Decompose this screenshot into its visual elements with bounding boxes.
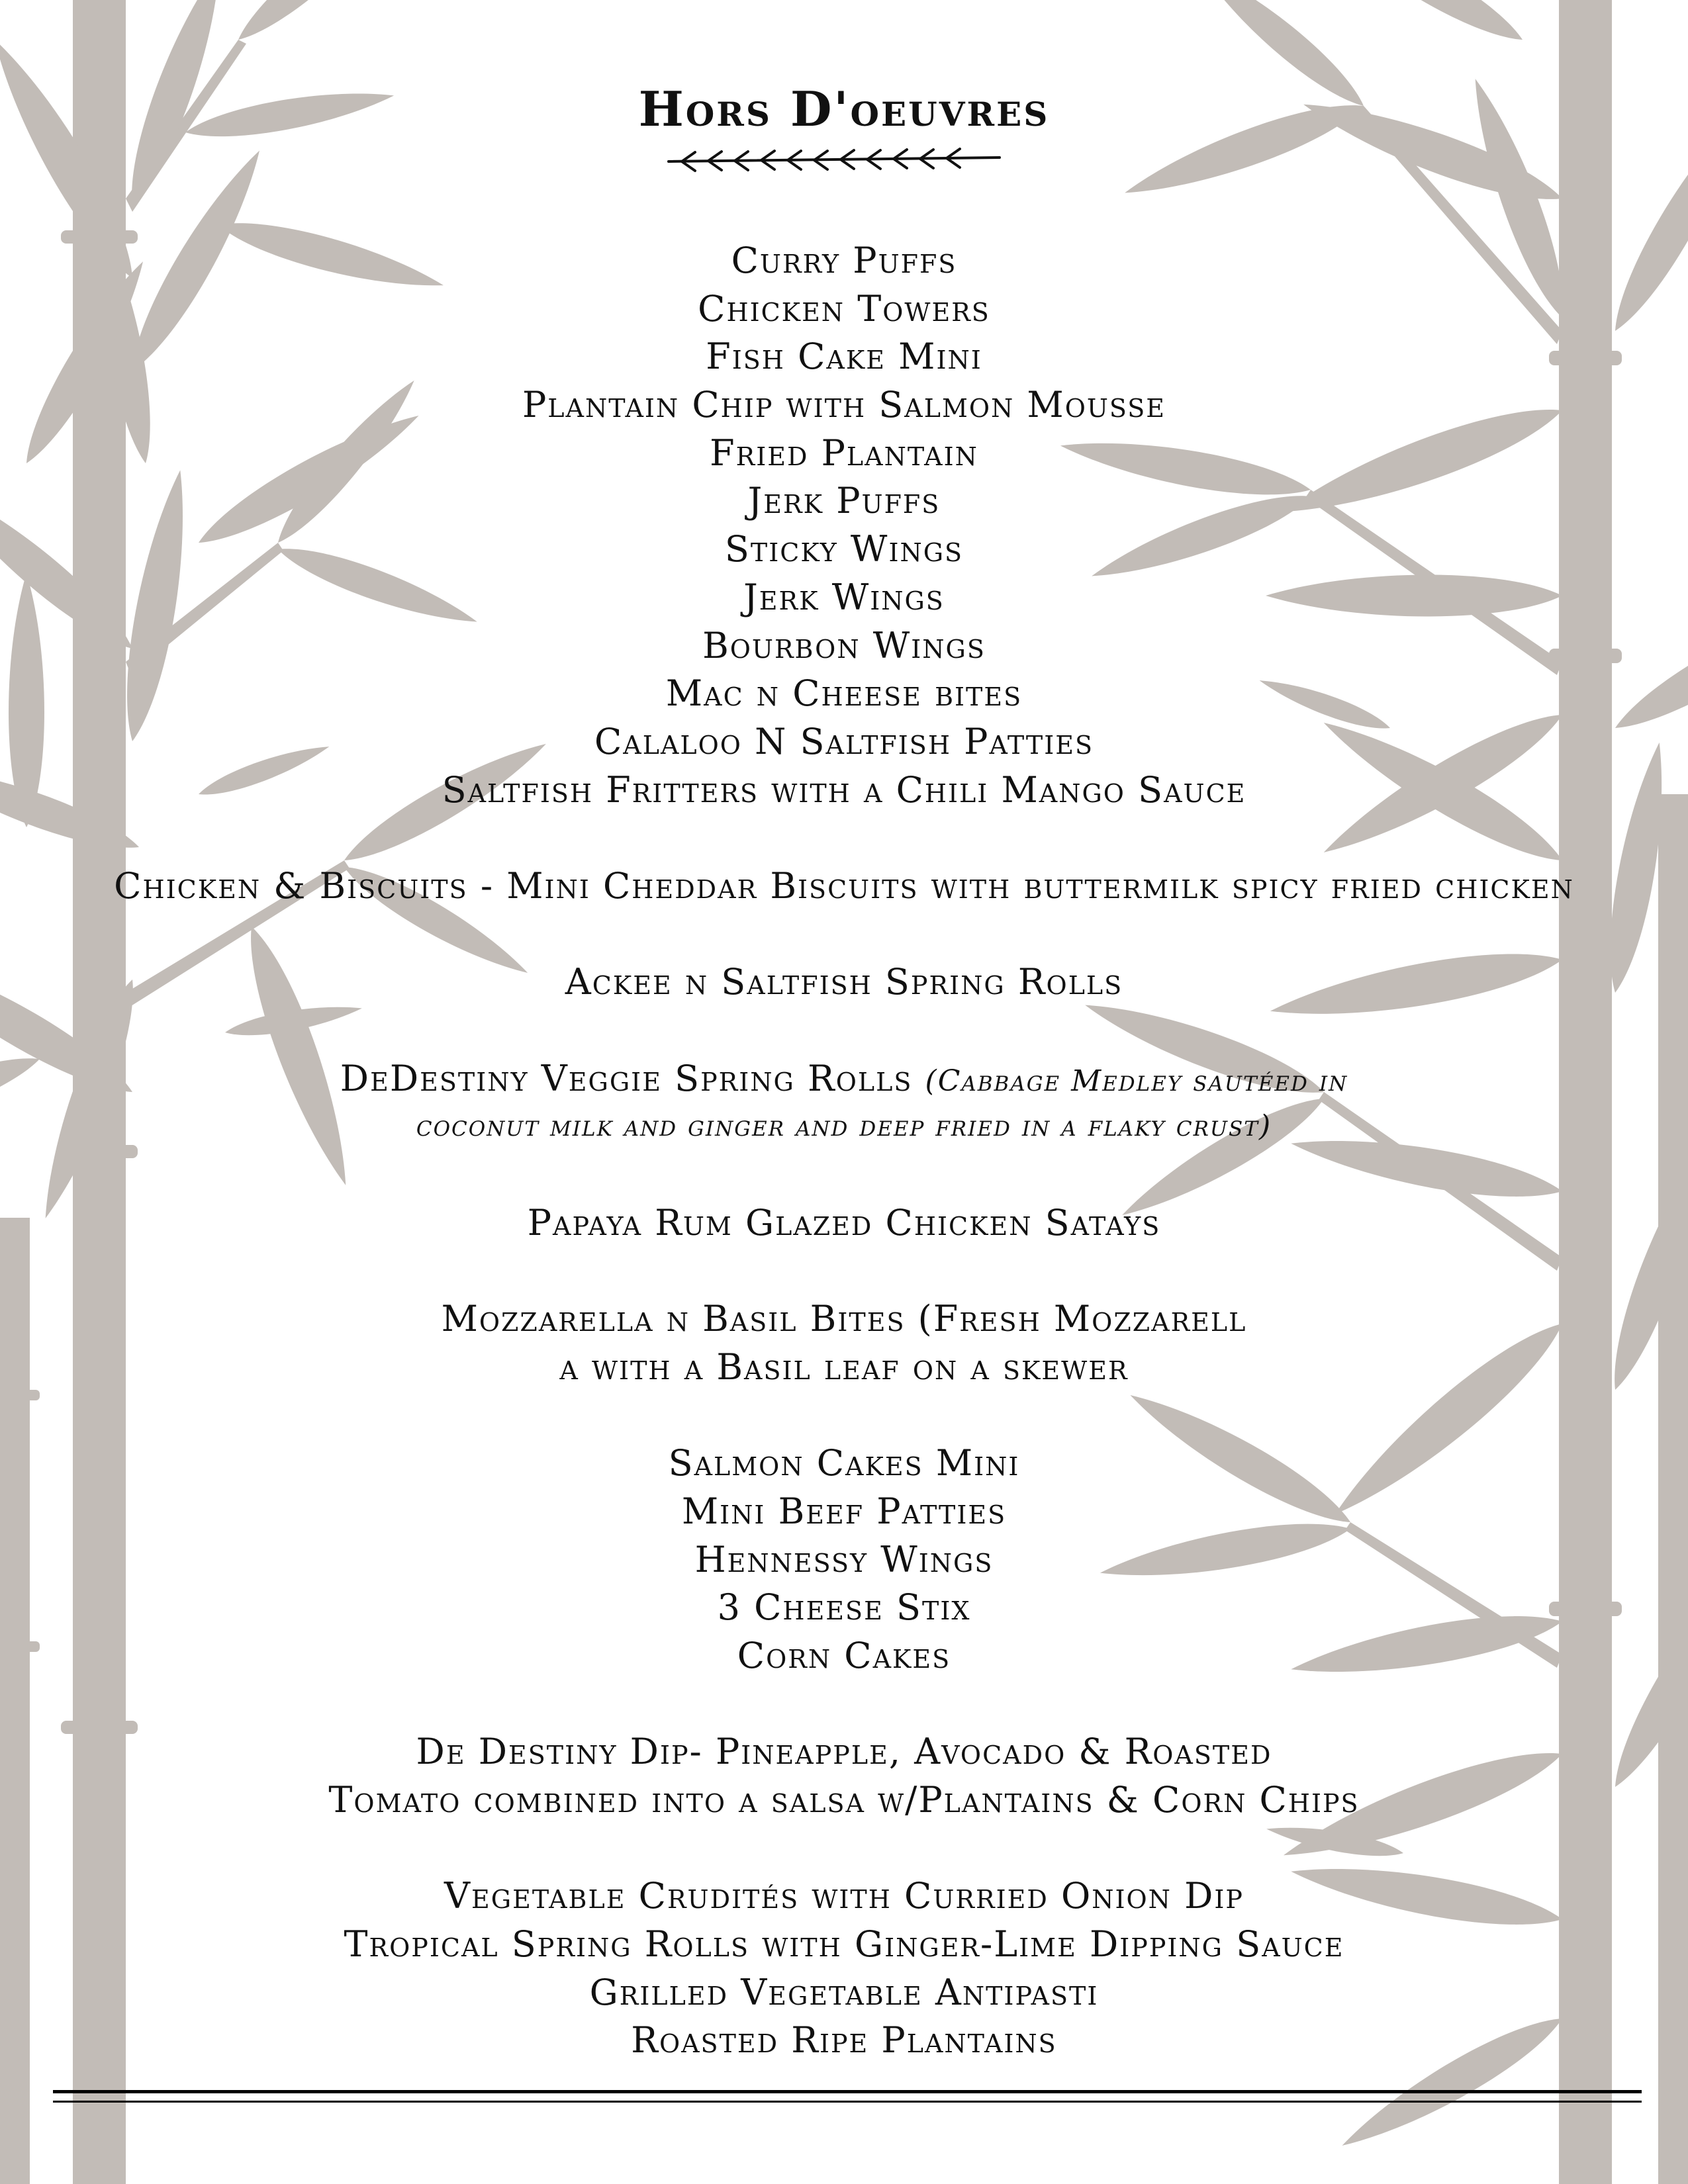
list-item: Jerk Wings — [743, 576, 945, 618]
list-item: Curry Puffs — [731, 240, 957, 281]
spacer — [0, 1247, 1688, 1295]
list-item: a with a Basil leaf on a skewer — [559, 1345, 1129, 1388]
item-name: DeDestiny Veggie Spring Rolls — [340, 1057, 925, 1099]
list-item: Fish Cake Mini — [706, 336, 982, 378]
list-item: Chicken & Biscuits - Mini Cheddar Biscuits with buttermilk spicy fried chicken — [114, 864, 1574, 907]
list-item: Salmon Cakes Mini — [668, 1442, 1020, 1484]
spacer — [0, 1151, 1688, 1199]
footer-rule-thin — [53, 2101, 1642, 2103]
spacer — [0, 911, 1688, 959]
spacer — [0, 1007, 1688, 1055]
list-item: Fried Plantain — [710, 432, 978, 474]
spacer — [0, 1825, 1688, 1873]
list-item: Vegetable Crudités with Curried Onion Dip — [444, 1875, 1244, 1917]
spacer — [0, 1392, 1688, 1440]
list-item: De Destiny Dip- Pineapple, Avocado & Roasted — [416, 1731, 1272, 1773]
item-note-continued: coconut milk and ginger and deep fried in a flaky crust) — [416, 1109, 1272, 1144]
list-item: Mozzarella n Basil Bites (Fresh Mozzarell — [441, 1298, 1247, 1340]
page-title: Hors D'oeuvres — [638, 81, 1050, 137]
list-item: Roasted Ripe Plantains — [631, 2019, 1057, 2062]
list-item: Chicken Towers — [698, 287, 990, 330]
spacer — [0, 1680, 1688, 1729]
list-item: 3 Cheese Stix — [717, 1586, 971, 1629]
list-item: Saltfish Fritters with a Chili Mango Sauce — [442, 768, 1246, 811]
list-item: Jerk Puffs — [747, 480, 941, 522]
list-item: Calaloo N Saltfish Patties — [594, 720, 1094, 762]
list-item: Sticky Wings — [724, 528, 964, 570]
footer-rule-thick — [53, 2090, 1642, 2093]
list-item: Papaya Rum Glazed Chicken Satays — [527, 1201, 1161, 1244]
list-item: Grilled Vegetable Antipasti — [589, 1971, 1099, 2013]
list-item-veggie-spring-rolls — [0, 1055, 1688, 1103]
decorative-flourish — [662, 147, 1006, 173]
list-item: Bourbon Wings — [702, 624, 986, 666]
list-item: Plantain Chip with Salmon Mousse — [522, 384, 1166, 426]
hors-doeuvres-list — [0, 237, 1688, 2065]
spacer — [0, 814, 1688, 862]
list-item: Tropical Spring Rolls with Ginger-Lime Dipping Sauce — [344, 1923, 1344, 1966]
list-item: Ackee n Saltfish Spring Rolls — [565, 961, 1123, 1003]
list-item: Tomato combined into a salsa w/Plantains & Corn Chips — [328, 1779, 1360, 1821]
list-item: Mac n Cheese bites — [665, 672, 1023, 715]
list-item: Mini Beef Patties — [681, 1490, 1007, 1532]
item-note: (Cabbage Medley sautéed in — [925, 1064, 1348, 1098]
list-item: Hennessy Wings — [694, 1538, 994, 1580]
list-item: Corn Cakes — [737, 1634, 951, 1676]
